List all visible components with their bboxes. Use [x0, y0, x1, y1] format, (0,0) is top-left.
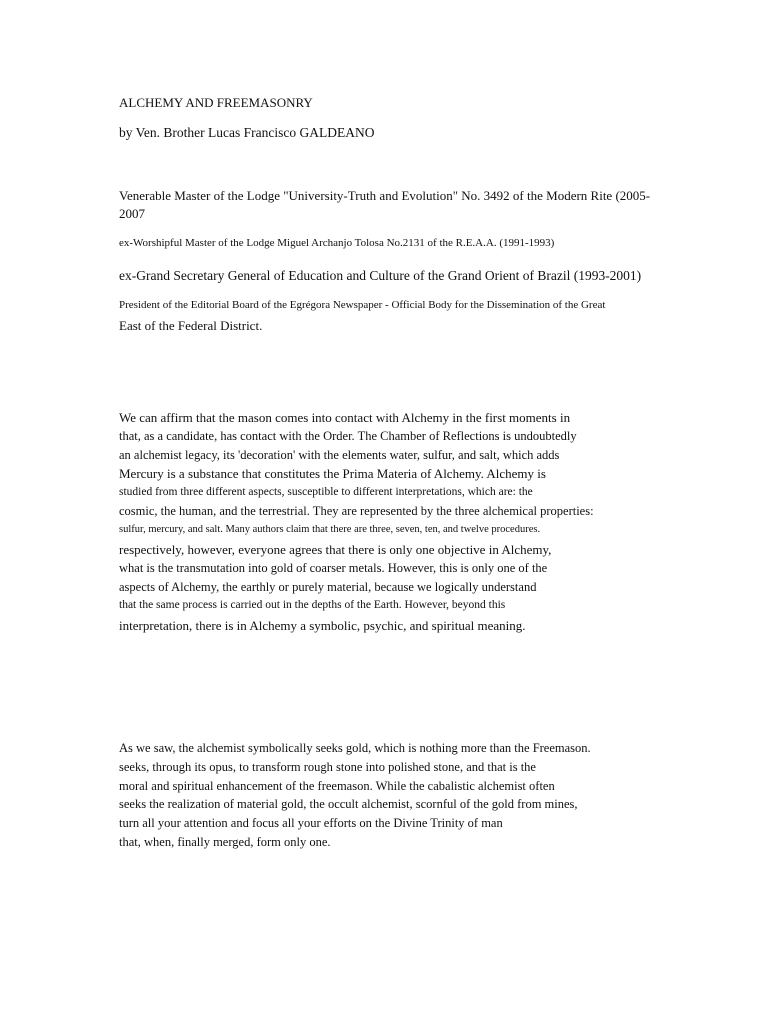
paragraph-line: that the same process is carried out in the depths of the Earth. However, beyond this — [119, 599, 506, 611]
credential-line: 2007 — [119, 206, 145, 221]
paragraph-line: turn all your attention and focus all your efforts on the Divine Trinity of man — [119, 816, 503, 830]
paragraph-line: seeks the realization of material gold, the occult alchemist, scornful of the gold from mines, — [119, 797, 578, 811]
paragraph-line: that, as a candidate, has contact with the Order. The Chamber of Reflections is undoubtedly — [119, 429, 577, 443]
paragraph-line: Mercury is a substance that constitutes the Prima Materia of Alchemy. Alchemy is — [119, 466, 546, 481]
credential-line: East of the Federal District. — [119, 318, 263, 333]
paragraph-line: an alchemist legacy, its 'decoration' with the elements water, sulfur, and salt, which adds — [119, 448, 560, 462]
credential-line: ex-Worshipful Master of the Lodge Miguel Archanjo Tolosa No.2131 of the R.E.A.A. (1991-1993) — [119, 237, 555, 249]
paragraph-line: that, when, finally merged, form only one. — [119, 835, 331, 849]
paragraph-line: cosmic, the human, and the terrestrial. They are represented by the three alchemical properties: — [119, 504, 594, 518]
paragraph-line: moral and spiritual enhancement of the freemason. While the cabalistic alchemist often — [119, 779, 555, 793]
paragraph-line: aspects of Alchemy, the earthly or purely material, because we logically understand — [119, 580, 537, 594]
paragraph-line: As we saw, the alchemist symbolically seeks gold, which is nothing more than the Freemason. — [119, 741, 591, 755]
document-title: ALCHEMY AND FREEMASONRY — [119, 95, 313, 110]
credential-line: President of the Editorial Board of the Egrégora Newspaper - Official Body for the Dissemination of the Great — [119, 299, 606, 311]
paragraph-line: We can affirm that the mason comes into contact with Alchemy in the first moments in — [119, 410, 571, 425]
paragraph-line: interpretation, there is in Alchemy a symbolic, psychic, and spiritual meaning. — [119, 618, 526, 633]
paragraph-line: respectively, however, everyone agrees that there is only one objective in Alchemy, — [119, 542, 552, 557]
paragraph-line: what is the transmutation into gold of coarser metals. However, this is only one of the — [119, 561, 548, 575]
credential-line: Venerable Master of the Lodge "University-Truth and Evolution" No. 3492 of the Modern Rite (2005- — [119, 188, 651, 203]
author-byline: by Ven. Brother Lucas Francisco GALDEANO — [119, 125, 375, 140]
paragraph-line: studied from three different aspects, susceptible to different interpretations, which are: the — [119, 486, 533, 498]
paragraph-line: seeks, through its opus, to transform rough stone into polished stone, and that is the — [119, 760, 536, 774]
paragraph-line: sulfur, mercury, and salt. Many authors claim that there are three, seven, ten, and twelve procedures. — [119, 524, 541, 535]
credential-line: ex-Grand Secretary General of Education and Culture of the Grand Orient of Brazil (1993-2001) — [119, 268, 642, 283]
